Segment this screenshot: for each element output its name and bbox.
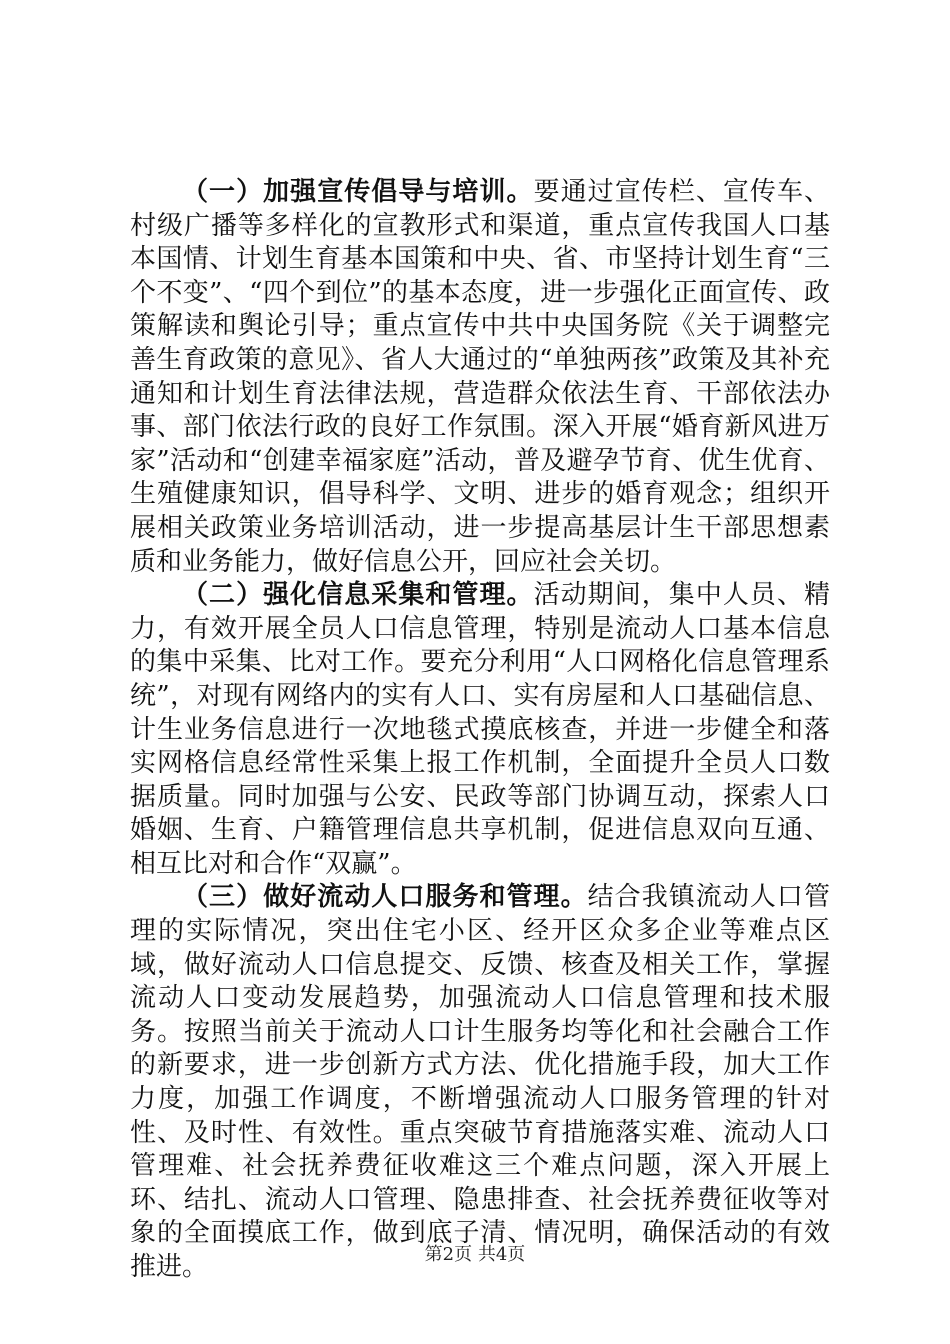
paragraph-heading: （三）做好流动人口服务和管理。 bbox=[182, 882, 588, 913]
paragraph-publicity-training bbox=[130, 176, 830, 579]
paragraph-heading: （一）加强宣传倡导与培训。 bbox=[182, 177, 534, 207]
paragraph-text: 活动期间，集中人员、精力，有效开展全员人口信息管理，特别是流动人口基本信息的集中采集、比对工作。要充分利用“人口网格化信息管理系统”，对现有网络内的实有人口、实有房屋和人口基础信息、计生业务信息进行一次地毯式摸底核查，并进一步健全和落实网格信息经常性采集上报工作机制，全面提升全员人口数据质量。同时加强与公安、民政等部门协调互动，探索人口婚姻、生育、户籍管理信息共享机制，促进信息双向互通、相互比对和合作“双赢”。 bbox=[130, 580, 830, 879]
page-number-footer: 第2页 共4页 bbox=[424, 1244, 526, 1265]
paragraph-text: 结合我镇流动人口管理的实际情况，突出住宅小区、经开区众多企业等难点区域，做好流动人口信息提交、反馈、核查及相关工作，掌握流动人口变动发展趋势，加强流动人口信息管理和技术服务。按照当前关于流动人口计生服务均等化和社会融合工作的新要求，进一步创新方式方法、优化措施手段，加大工作力度，加强工作调度，不断增强流动人口服务管理的针对性、及时性、有效性。重点突破节育措施落实难、流动人口管理难、社会抚养费征收难这三个难点问题，深入开展上环、结扎、流动人口管理、隐患排查、社会抚养费征收等对象的全面摸底工作，做到底子清、情况明，确保活动的有效推进。 bbox=[130, 882, 830, 1282]
document-body bbox=[130, 176, 830, 1285]
paragraph-heading: （二）强化信息采集和管理。 bbox=[182, 580, 534, 611]
paragraph-floating-population bbox=[130, 881, 830, 1284]
paragraph-information-collection bbox=[130, 579, 830, 881]
paragraph-text: 要通过宣传栏、宣传车、村级广播等多样化的宣教形式和渠道，重点宣传我国人口基本国情、计划生育基本国策和中央、省、市坚持计划生育“三个不变”、“四个到位”的基本态度，进一步强化正面宣传、政策解读和舆论引导；重点宣传中共中央国务院《关于调整完善生育政策的意见》、省人大通过的“单独两孩”政策及其补充通知和计划生育法律法规，营造群众依法生育、干部依法办事、部门依法行政的良好工作氛围。深入开展“婚育新风进万家”活动和“创建幸福家庭”活动，普及避孕节育、优生优育、生殖健康知识，倡导科学、文明、进步的婚育观念；组织开展相关政策业务培训活动，进一步提高基层计生干部思想素质和业务能力，做好信息公开，回应社会关切。 bbox=[130, 177, 830, 577]
